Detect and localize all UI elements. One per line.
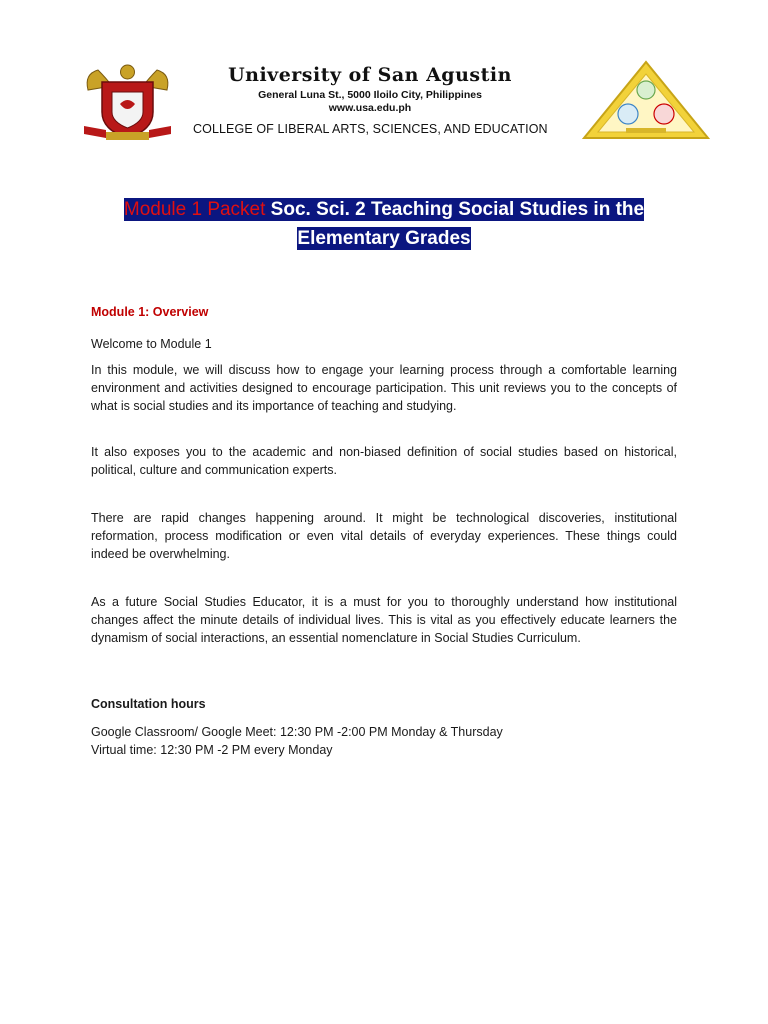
college-name: COLLEGE OF LIBERAL ARTS, SCIENCES, AND EDUCATION (193, 122, 548, 136)
overview-paragraph-2: It also exposes you to the academic and non-biased definition of social studies based on historical, political, culture and communication experts. (91, 445, 677, 477)
university-address: General Luna St., 5000 Iloilo City, Philippines (258, 89, 482, 101)
title-course: Soc. Sci. 2 Teaching Social Studies in the (265, 199, 645, 220)
overview-paragraph-4: As a future Social Studies Educator, it is a must for you to thoroughly understand how institutional changes affect the minute details of individual lives. This is vital as you effectively educate learners the dynamism of social interactions, an essential nomenclature in Social Studies Curriculum. (91, 595, 677, 645)
overview-paragraph-3: There are rapid changes happening around. It might be technological discoveries, institutional reformation, process modification or even vital details of everyday experiences. These things could indeed be overwhelming. (91, 511, 677, 561)
title-line-2: Elementary Grades (297, 228, 471, 249)
module-title (60, 196, 708, 254)
letterhead (0, 0, 768, 150)
consultation-line-2: Virtual time: 12:30 PM -2 PM every Monday (91, 743, 333, 757)
university-website: www.usa.edu.ph (328, 102, 412, 114)
overview-paragraph-1: In this module, we will discuss how to engage your learning process through a comfortable learning environment and activities designed to encourage participation. This unit reviews you to the concepts of what is social studies and its importance of teaching and studying. (91, 363, 677, 413)
module-label: Module 1 Packet (123, 199, 266, 220)
title-line-1 (124, 198, 644, 221)
consultation-line-1: Google Classroom/ Google Meet: 12:30 PM -2:00 PM Monday & Thursday (91, 725, 503, 739)
university-name: University of San Agustin (228, 64, 512, 86)
welcome-text: Welcome to Module 1 (91, 337, 212, 351)
module-content (91, 300, 677, 759)
triangle-seal-logo (582, 60, 710, 140)
overview-heading: Module 1: Overview (91, 305, 209, 319)
university-info (190, 64, 580, 114)
consultation-heading: Consultation hours (91, 697, 206, 711)
